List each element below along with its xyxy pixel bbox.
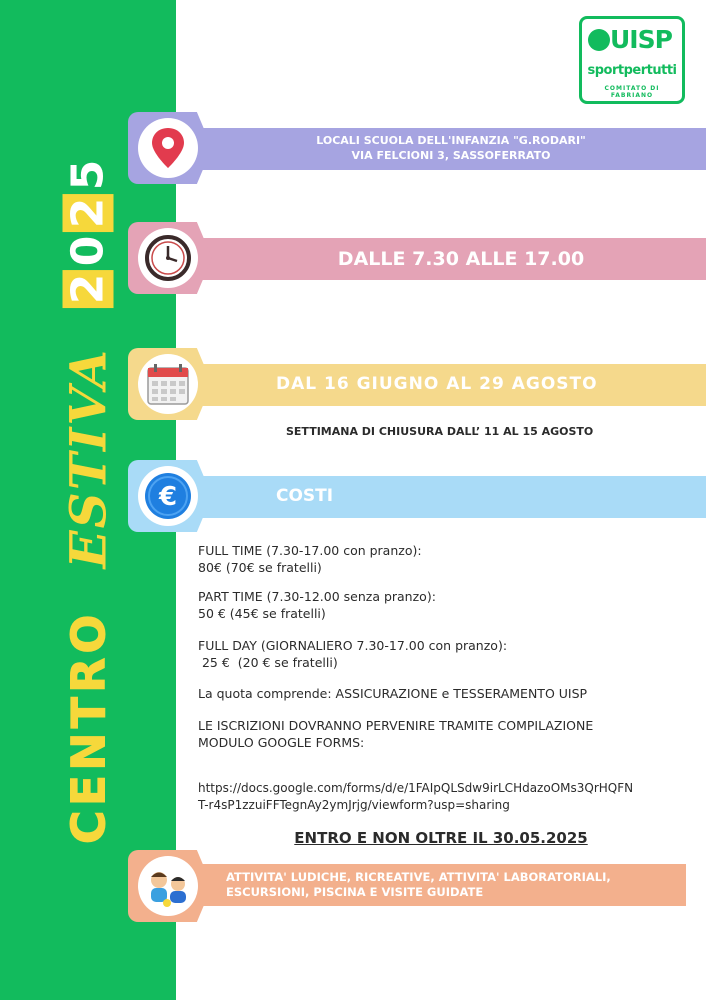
dates-text: DAL 16 GIUGNO AL 29 AGOSTO — [276, 374, 598, 394]
title-year — [63, 156, 114, 308]
euro-icon — [138, 466, 198, 526]
hours-text: DALLE 7.30 ALLE 17.00 — [337, 248, 585, 270]
full-time-block — [198, 542, 422, 576]
logo-committee: COMITATO DI FABRIANO — [604, 85, 660, 99]
location-line2: VIA FELCIONI 3, SASSOFERRATO — [351, 149, 551, 162]
full-day-price: 25 € (20 € se fratelli) — [198, 655, 338, 670]
year-digit: 0 — [62, 235, 114, 267]
hours-band — [196, 238, 706, 280]
calendar-icon — [138, 354, 198, 414]
year-digit: 5 — [62, 159, 114, 191]
part-time-title: PART TIME (7.30-12.00 senza pranzo): — [198, 589, 436, 604]
activities-line2: ESCURSIONI, PISCINA E VISITE GUIDATE — [226, 885, 484, 899]
dates-band — [196, 364, 706, 406]
year-digit: 2 — [63, 194, 114, 232]
iscrizioni-line2: MODULO GOOGLE FORMS: — [198, 735, 365, 750]
full-day-block — [198, 637, 507, 671]
iscrizioni-block — [198, 717, 593, 751]
closure-note: SETTIMANA DI CHIUSURA DALL’ 11 AL 15 AGOSTO — [286, 425, 594, 438]
costs-band — [196, 476, 706, 518]
svg-text:€: € — [158, 482, 178, 512]
costs-badge — [128, 460, 212, 532]
logo-subtitle: sportpertutti — [587, 63, 677, 78]
full-time-price: 80€ (70€ se fratelli) — [198, 560, 322, 575]
location-band — [196, 128, 706, 170]
costs-heading: COSTI — [276, 486, 334, 506]
activities-line1: ATTIVITA' LUDICHE, RICREATIVE, ATTIVITA' LABORATORIALI, — [226, 870, 611, 884]
title-estiva: ESTIVA — [58, 347, 118, 569]
location-pin-icon — [138, 118, 198, 178]
full-day-title: FULL DAY (GIORNALIERO 7.30-17.00 con pranzo): — [198, 638, 508, 653]
link-line2[interactable]: T-r4sP1zzuiFFTegnAy2ymJrjg/viewform?usp=sharing — [198, 798, 510, 812]
title-centro: CENTRO — [61, 610, 115, 845]
dates-badge — [128, 348, 212, 420]
location-line1: LOCALI SCUOLA DELL'INFANZIA "G.RODARI" — [316, 134, 586, 147]
iscrizioni-line1: LE ISCRIZIONI DOVRANNO PERVENIRE TRAMITE COMPILAZIONE — [198, 718, 594, 733]
location-badge — [128, 112, 212, 184]
activities-badge — [128, 850, 212, 922]
link-line1[interactable]: https://docs.google.com/forms/d/e/1FAIpQLSdw9irLCHdazoOMs3QrHQFN — [198, 781, 634, 795]
activities-band — [196, 864, 686, 906]
deadline-text: ENTRO E NON OLTRE IL 30.05.2025 — [294, 829, 588, 847]
part-time-price: 50 € (45€ se fratelli) — [198, 606, 326, 621]
uisp-logo — [579, 16, 685, 104]
children-icon — [138, 856, 198, 916]
year-digit: 2 — [63, 270, 114, 308]
full-time-title: FULL TIME (7.30-17.00 con pranzo): — [198, 543, 422, 558]
hours-badge — [128, 222, 212, 294]
quota-text: La quota comprende: ASSICURAZIONE e TESSERAMENTO UISP — [198, 686, 588, 701]
uisp-emblem-icon — [588, 29, 610, 51]
clock-icon — [138, 228, 198, 288]
logo-title: UISP — [610, 25, 672, 54]
part-time-block — [198, 588, 436, 622]
google-form-link[interactable] — [198, 780, 633, 814]
